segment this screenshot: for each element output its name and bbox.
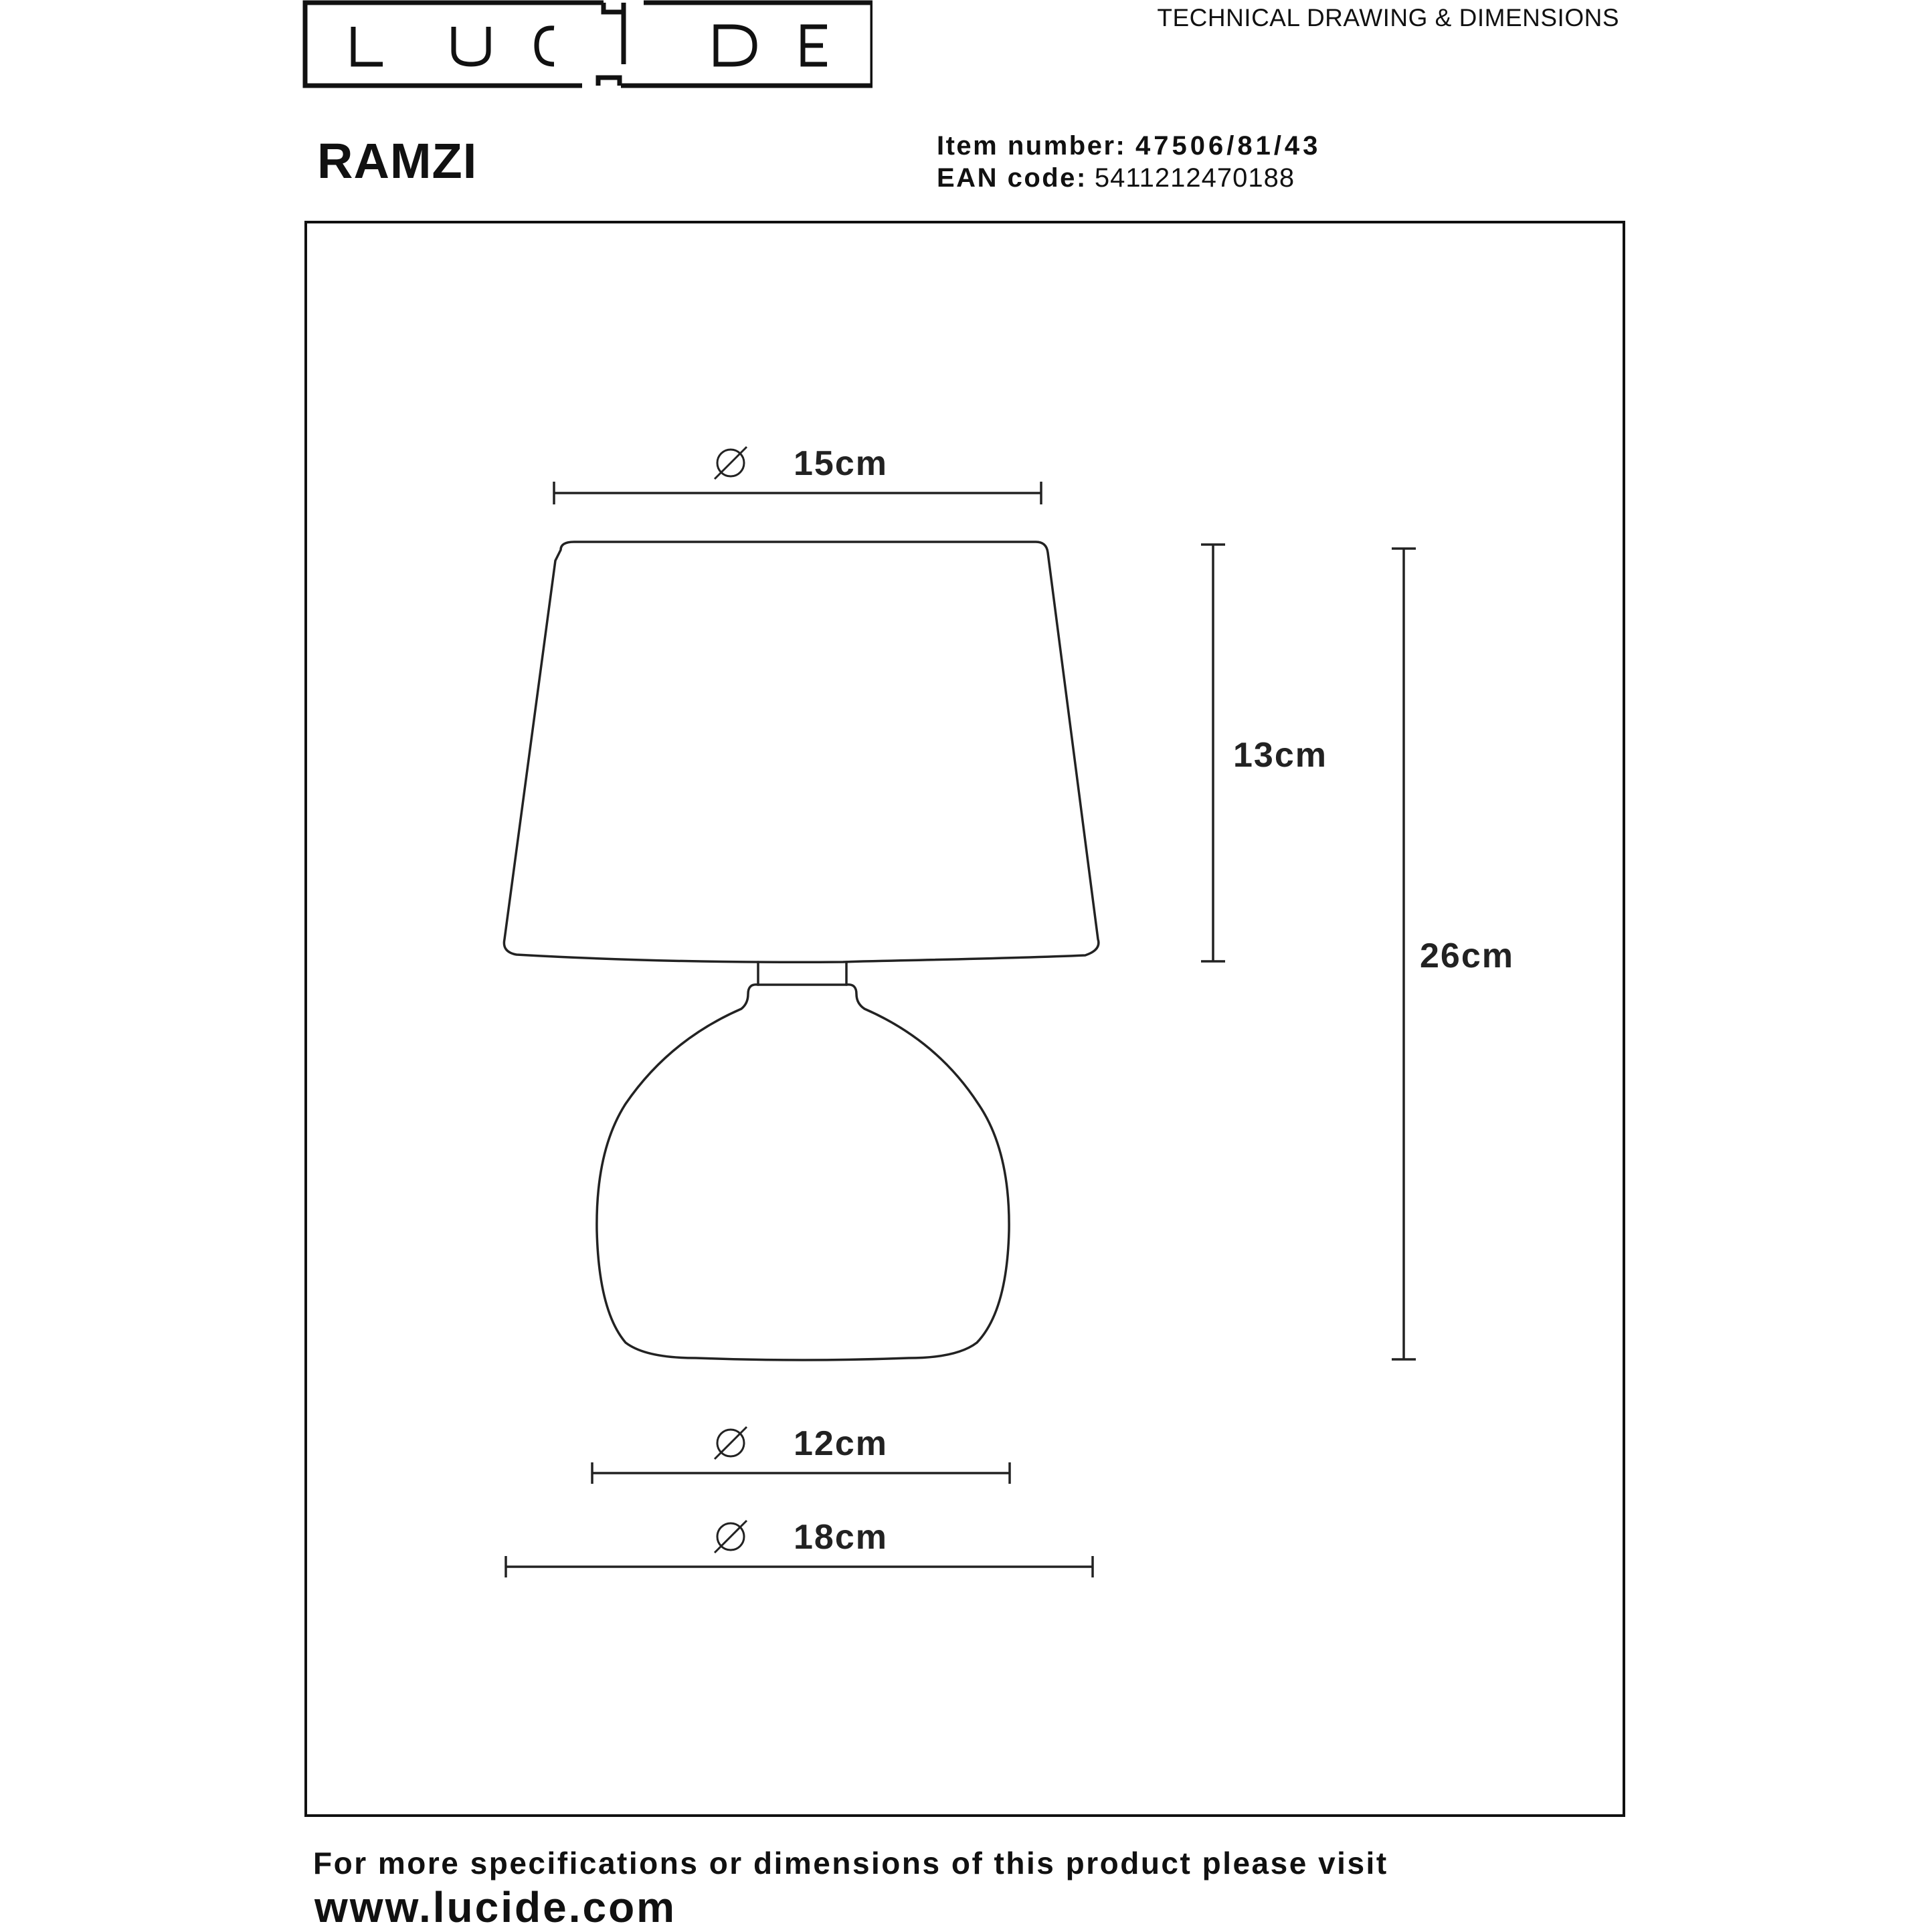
label-overall-diameter: 18cm — [794, 1518, 888, 1557]
item-number-row: Item number: 47506/81/43 — [937, 131, 1321, 161]
diameter-symbol-icon — [715, 447, 747, 479]
dimension-line-total-height — [1392, 549, 1416, 1359]
item-number-label: Item number — [937, 131, 1116, 161]
logo-text: LUCIDE — [302, 0, 305, 1]
website-link[interactable]: www.lucide.com — [314, 1883, 677, 1931]
dimension-line-overall-diameter — [506, 1556, 1093, 1577]
label-base-diameter: 12cm — [794, 1424, 888, 1463]
item-number-value: 47506/81/43 — [1135, 131, 1321, 161]
document-title: TECHNICAL DRAWING & DIMENSIONS — [1157, 4, 1619, 31]
label-total-height: 26cm — [1420, 937, 1514, 975]
lamp-neck — [758, 962, 846, 985]
footer-note: For more specifications or dimensions of this product please visit — [313, 1846, 1388, 1880]
product-name: RAMZI — [317, 133, 478, 189]
lamp-shade — [504, 542, 1098, 962]
lamp-base — [597, 985, 1009, 1360]
dimension-line-shade-diameter — [554, 482, 1041, 504]
dimension-line-shade-height — [1201, 545, 1225, 961]
label-shade-height: 13cm — [1233, 736, 1327, 775]
ean-code-label: EAN code — [937, 163, 1077, 193]
label-shade-diameter: 15cm — [794, 444, 888, 483]
ean-code-row: EAN code: 5411212470188 — [937, 163, 1295, 193]
diameter-symbol-icon — [715, 1521, 747, 1553]
ean-code-value: 5411212470188 — [1094, 163, 1295, 193]
dimension-line-base-diameter — [592, 1462, 1010, 1484]
diameter-symbol-icon — [715, 1427, 747, 1459]
